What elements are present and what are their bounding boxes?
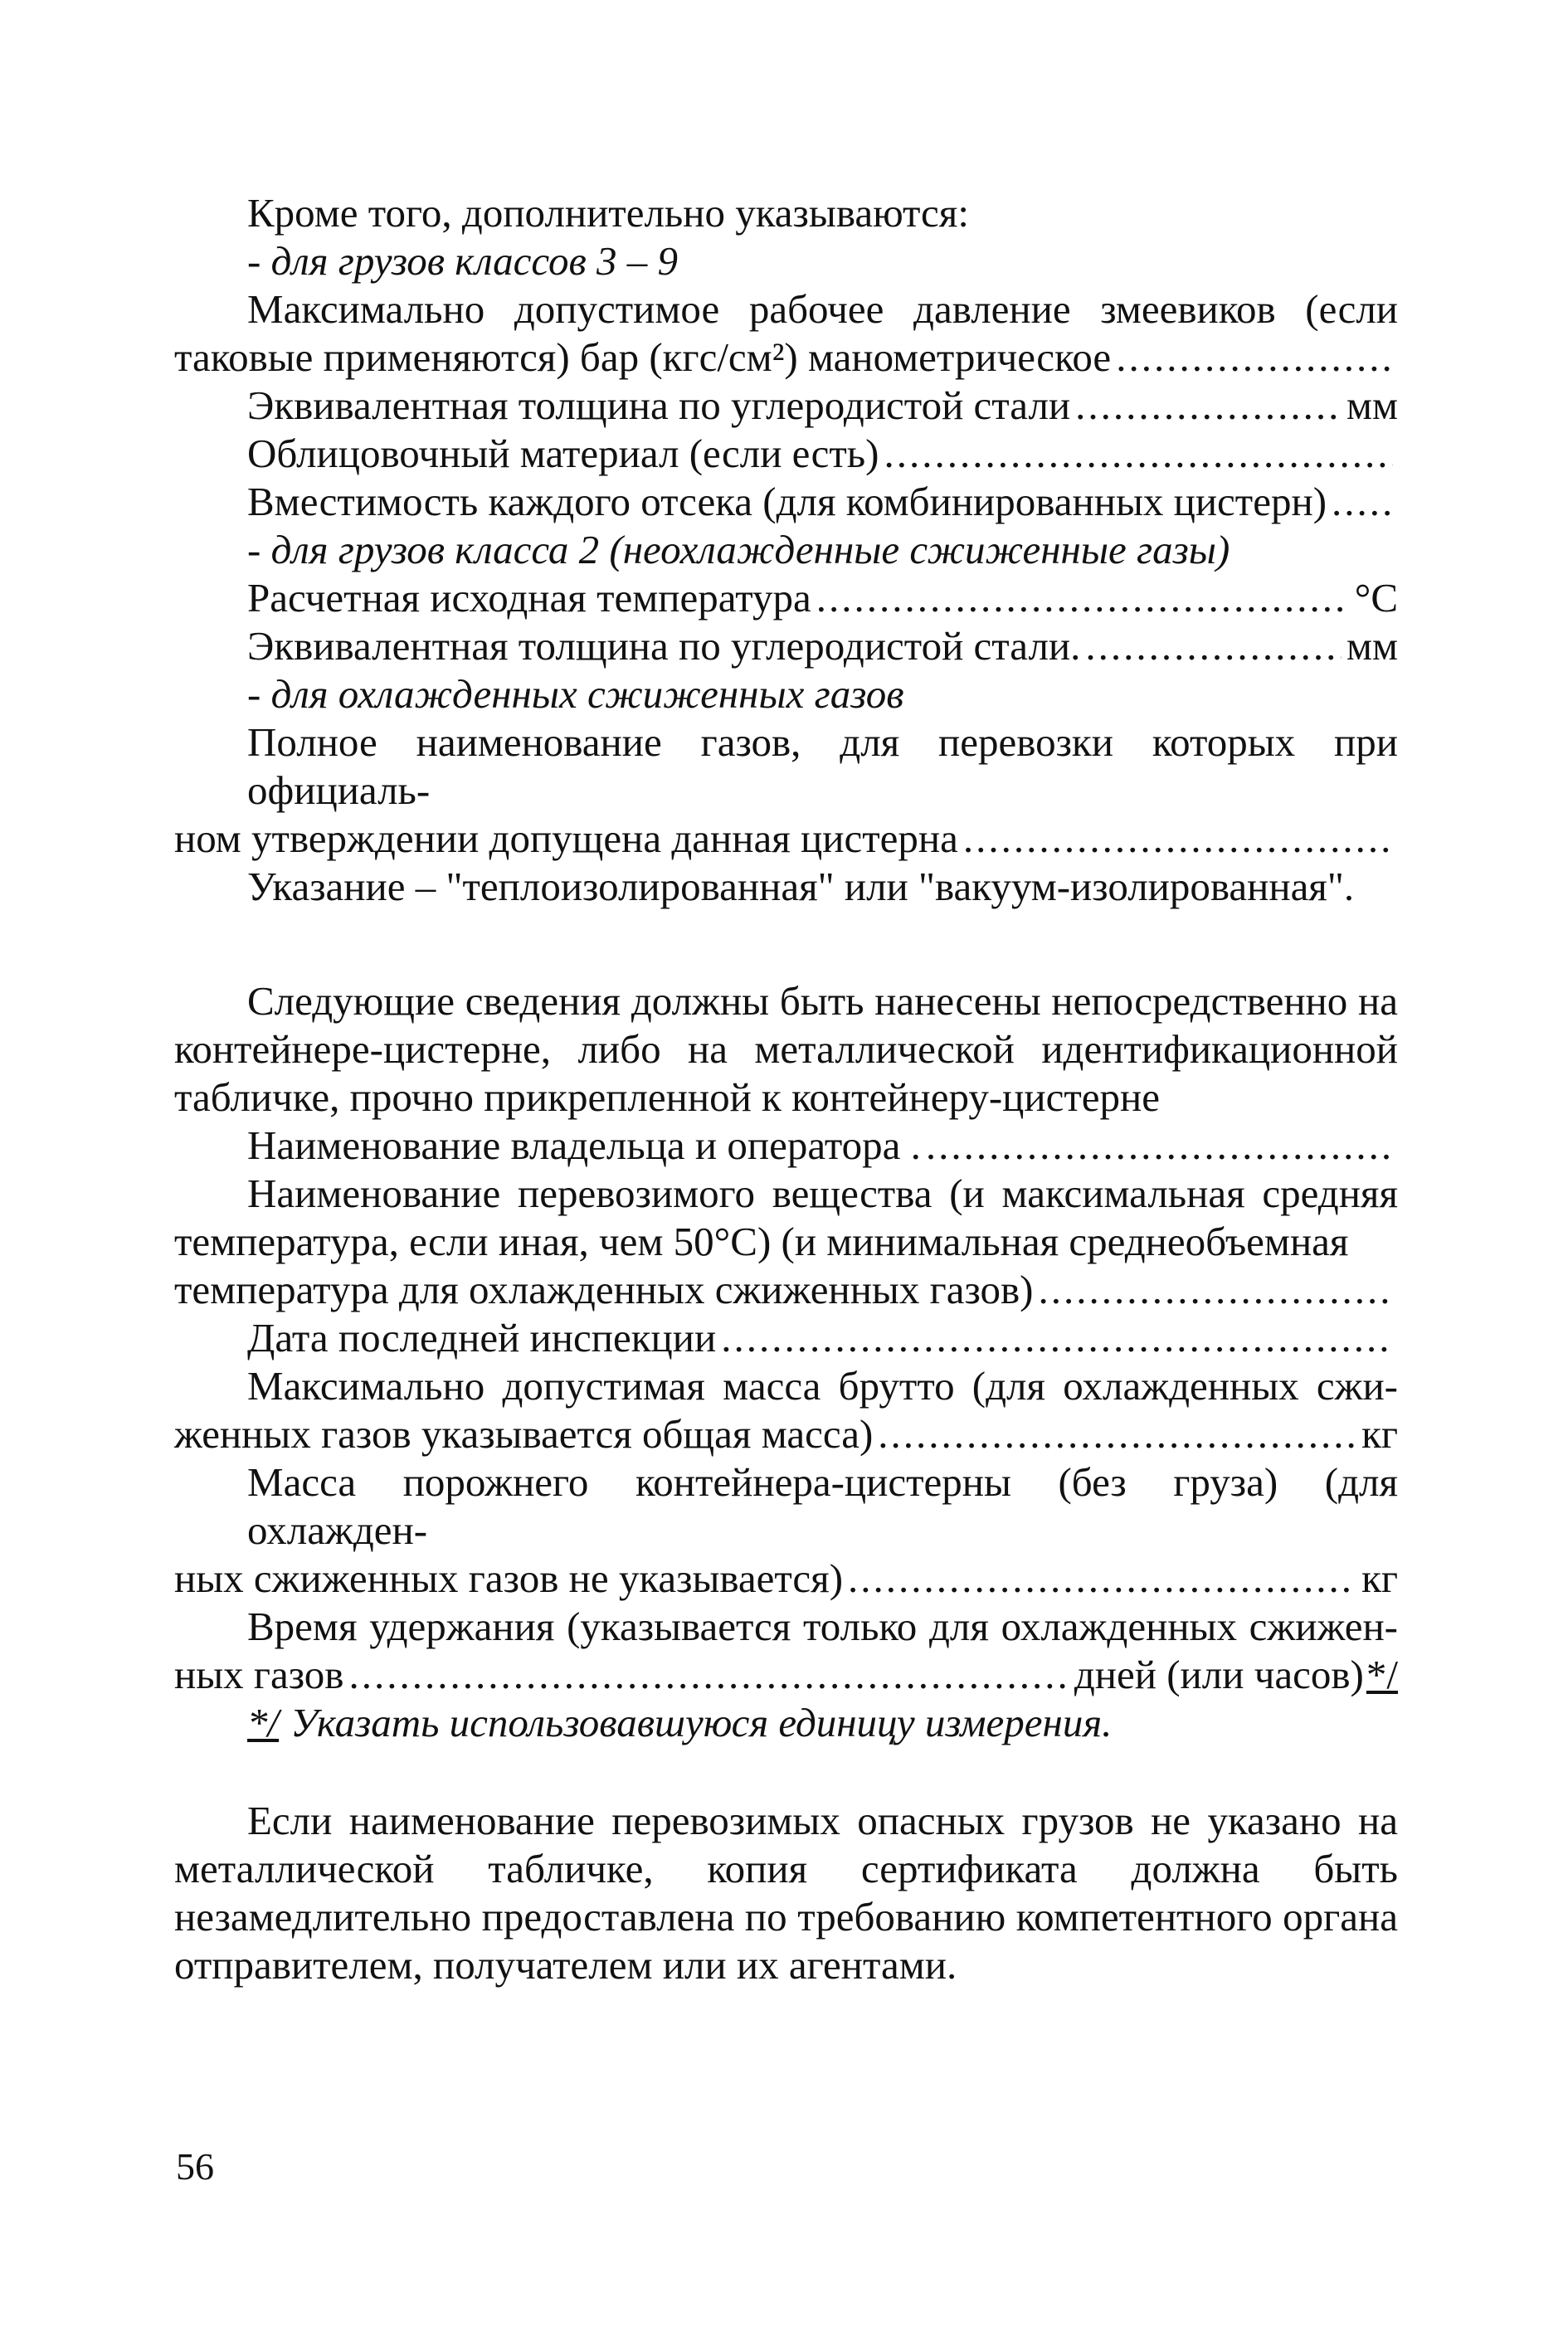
certificate-paragraph: Если наименование перевозимых опасных грузов не указано на металлической табличке, копия сертификата должна быть незамедлительно предоставлена по требованию компетентного органа отправителем, получателем или их агентами. xyxy=(174,1798,1398,1988)
dot-leader xyxy=(884,430,1393,478)
gross-mass-line2 xyxy=(174,1410,1398,1458)
dot-leader xyxy=(1085,622,1342,670)
coil-pressure-line2 xyxy=(174,333,1398,382)
dot-leader xyxy=(1332,478,1393,526)
intro-line xyxy=(174,189,1398,237)
tare-line1 xyxy=(174,1458,1398,1555)
lining-line xyxy=(174,430,1398,478)
temp-label: Расчетная исходная температура xyxy=(247,575,811,621)
heading-refrigerated xyxy=(174,670,1398,718)
lining-label: Облицовочный материал (если есть) xyxy=(247,431,879,476)
holding-line1 xyxy=(174,1603,1398,1651)
dot-leader xyxy=(926,1122,1393,1170)
owner-label: Наименование владельца и оператора . xyxy=(247,1122,921,1168)
heading-class-2 xyxy=(174,526,1398,574)
inspection-line xyxy=(174,1314,1398,1362)
dot-leader xyxy=(816,574,1350,622)
footnote-text: Указать использовавшуюся единицу измерения. xyxy=(290,1700,1113,1745)
insulation-text: Указание – "теплоизолированная" или "вакуум-изолированная". xyxy=(247,864,1355,909)
thickness-line xyxy=(174,382,1398,430)
holding-text: Время удержания (указывается только для охлажденных сжижен- xyxy=(247,1604,1398,1649)
gases-line2-text: ном утверждении допущена данная цистерна xyxy=(174,815,958,861)
dot-leader xyxy=(963,815,1393,863)
marking-intro: Следующие сведения должны быть нанесены непосредственно на контейнере-цистерне, либо на металлической идентификационной табличке, прочно прикрепленной к контейнеру-цистерне xyxy=(174,978,1398,1120)
heading-classes-3-9-text: - для грузов классов 3 – 9 xyxy=(247,238,678,284)
dot-leader xyxy=(348,1651,1069,1699)
thickness2-unit: мм xyxy=(1346,623,1398,669)
capacity-label: Вместимость каждого отсека (для комбинированных цистерн) xyxy=(247,479,1327,524)
gases-line1 xyxy=(174,718,1398,815)
dot-leader xyxy=(1075,382,1342,430)
temp-unit: °С xyxy=(1354,575,1398,621)
owner-line xyxy=(174,1122,1398,1170)
dot-leader xyxy=(721,1314,1393,1362)
section-gap xyxy=(174,1747,1398,1797)
dot-leader xyxy=(878,1410,1356,1458)
tare-last: ных сжиженных газов не указывается) xyxy=(174,1555,844,1601)
tare-line2 xyxy=(174,1555,1398,1603)
heading-class-2-text: - для грузов класса 2 (неохлажденные сжиженные газы) xyxy=(247,527,1230,572)
heading-refrigerated-text: - для охлажденных сжиженных газов xyxy=(247,671,904,717)
thickness-label: Эквивалентная толщина по углеродистой стали xyxy=(247,382,1071,428)
section-gap xyxy=(174,911,1398,977)
page-content xyxy=(174,189,1398,1989)
footnote-line xyxy=(174,1699,1398,1747)
gross-mass-line1 xyxy=(174,1362,1398,1410)
footnote-mark: */ xyxy=(247,1700,280,1745)
dot-leader xyxy=(1038,1266,1393,1314)
holding-unit: дней (или часов) xyxy=(1074,1652,1364,1697)
inspection-label: Дата последней инспекции xyxy=(247,1315,717,1360)
coil-pressure-line2-text: таковые применяются) бар (кгс/см²) манометрическое xyxy=(174,334,1112,380)
gross-mass-text: Максимально допустимая масса брутто (для охлажденных сжи- xyxy=(247,1363,1398,1409)
tare-text: Масса порожнего контейнера-цистерны (без груза) (для охлажден- xyxy=(247,1459,1398,1553)
insulation-line xyxy=(174,863,1398,911)
substance-text: Наименование перевозимого вещества (и максимальная средняя температура, если иная, чем 50°С) (и минимальная среднеобъемная xyxy=(174,1171,1398,1264)
dot-leader xyxy=(1116,333,1393,382)
thickness2-label: Эквивалентная толщина по углеродистой стали. xyxy=(247,623,1081,669)
gases-line2 xyxy=(174,815,1398,863)
substance-last-text: температура для охлажденных сжиженных газов) xyxy=(174,1267,1034,1312)
gross-mass-last: женных газов указывается общая масса) xyxy=(174,1411,874,1457)
dot-leader xyxy=(848,1555,1356,1603)
temp-line xyxy=(174,574,1398,622)
footnote-ref: */ xyxy=(1366,1652,1398,1697)
holding-line2 xyxy=(174,1651,1398,1699)
gases-line1-text: Полное наименование газов, для перевозки которых при официаль- xyxy=(247,719,1398,813)
tare-unit: кг xyxy=(1361,1555,1398,1601)
coil-pressure-line1 xyxy=(174,285,1398,333)
coil-pressure-line1-text: Максимально допустимое рабочее давление змеевиков (если xyxy=(247,286,1398,332)
substance-last-line xyxy=(174,1266,1398,1314)
heading-classes-3-9 xyxy=(174,237,1398,285)
gross-mass-unit: кг xyxy=(1361,1411,1398,1457)
page-number: 56 xyxy=(176,2145,214,2188)
thickness-unit: мм xyxy=(1346,382,1398,428)
holding-last: ных газов xyxy=(174,1652,344,1697)
capacity-line xyxy=(174,478,1398,526)
intro-text: Кроме того, дополнительно указываются: xyxy=(247,190,969,236)
thickness2-line xyxy=(174,622,1398,670)
